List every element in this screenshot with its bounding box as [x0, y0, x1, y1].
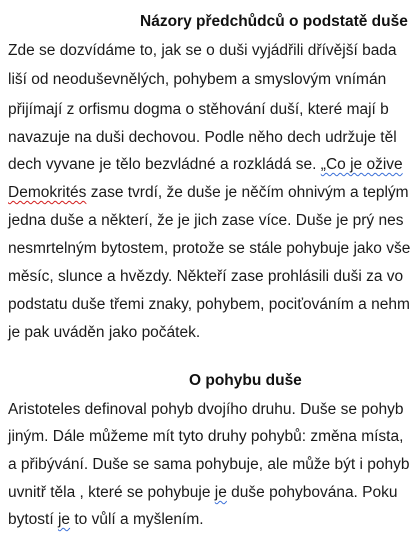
text-run: dech vyvane je tělo bezvládné a rozkládá se. — [8, 156, 317, 173]
paragraph-line — [8, 483, 398, 503]
paragraph-line: nesmrtelným bytostem, protože se stále pohybuje jako vše — [8, 240, 411, 257]
paragraph-line: Aristoteles definoval pohyb dvojího druhu. Duše se pohyb — [8, 401, 404, 418]
grammar-flagged-text: je — [57, 511, 71, 528]
grammar-flagged-text: „Co je ožive — [320, 156, 403, 173]
paragraph-line — [8, 510, 204, 530]
section-heading-soul-essence: Názory předchůdců o podstatě duše — [140, 13, 408, 30]
paragraph-line: je pak uváděn jako počátek. — [8, 324, 201, 341]
spell-flagged-word: Demokrités — [8, 184, 87, 201]
paragraph-line: měsíc, slunce a hvězdy. Někteří zase prohlásili duši za vo — [8, 268, 404, 285]
text-run: uvnitř těla , které se pohybuje — [8, 484, 211, 501]
text-run: zase tvrdí, že duše je něčím ohnivým a teplým — [86, 184, 409, 201]
section-heading-soul-motion: O pohybu duše — [189, 372, 302, 389]
paragraph-line: jedna duše a některí, že je jich zase více. Duše je prý nes — [8, 212, 404, 229]
paragraph-line: liší od neoduševnělých, pohybem a smyslovým vnímán — [8, 71, 387, 88]
paragraph-line — [8, 155, 403, 175]
grammar-flagged-text: je — [214, 484, 227, 501]
paragraph-line: jiným. Dále můžeme mít tyto druhy pohybů: změna místa, — [8, 428, 404, 445]
text-run: to vůlí a myšlením. — [70, 511, 204, 528]
text-run: duše pohybována. Poku — [226, 484, 398, 501]
paragraph-line: a přibývání. Duše se sama pohybuje, ale může být i pohyb — [8, 456, 410, 473]
text-run: bytostí — [8, 511, 54, 528]
paragraph-line — [8, 183, 409, 203]
paragraph-line: navazuje na duši dechovou. Podle něho dech udržuje těl — [8, 129, 397, 146]
paragraph-line: podstatu duše třemi znaky, pohybem, pociťováním a nehm — [8, 296, 410, 313]
paragraph-line: Zde se dozvídáme to, jak se o duši vyjádřili dřívější bada — [8, 42, 397, 59]
paragraph-line: přijímají z orfismu dogma o stěhování duší, které mají b — [8, 101, 389, 118]
